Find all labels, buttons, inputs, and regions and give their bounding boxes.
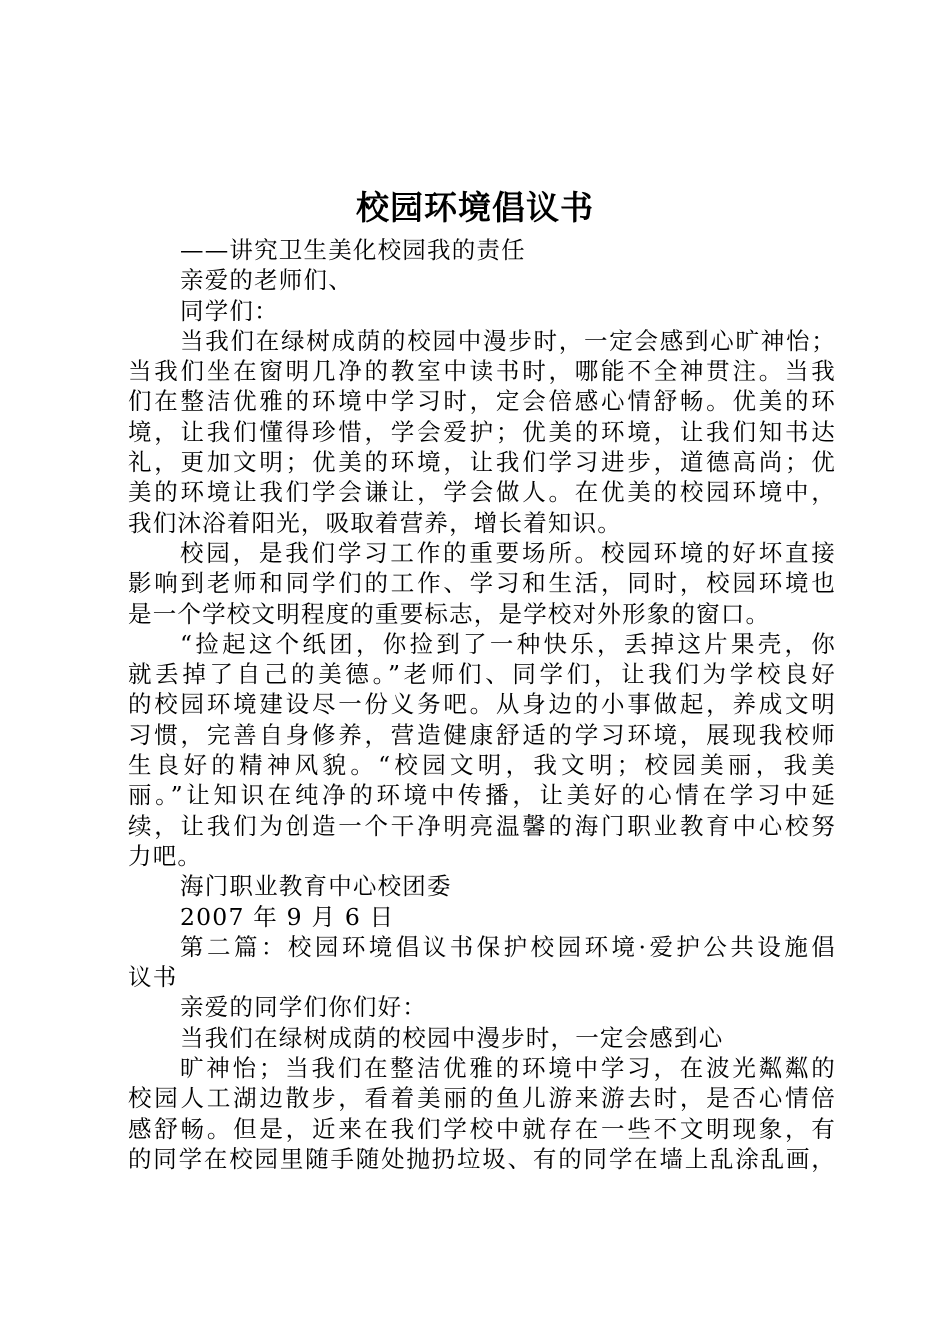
text-line: 们在整洁优雅的环境中学习时，定会倍感心情舒畅。优美的环	[128, 387, 836, 416]
text-line: 习惯，完善自身修养，营造健康舒适的学习环境，展现我校师	[128, 720, 836, 749]
text-line: 续，让我们为创造一个干净明亮温馨的海门职业教育中心校努	[128, 811, 836, 840]
text-line: 影响到老师和同学们的工作、学习和生活，同时，校园环境也	[128, 569, 836, 598]
text-line: 感舒畅。但是，近来在我们学校中就存在一些不文明现象，有	[128, 1114, 836, 1143]
text-line: 我们沐浴着阳光，吸取着营养，增长着知识。	[128, 508, 622, 537]
text-line: 亲爱的同学们你们好：	[180, 993, 427, 1022]
text-line: 就丢掉了自己的美德。”老师们、同学们，让我们为学校良好	[128, 660, 836, 689]
text-line: 同学们：	[180, 296, 279, 325]
text-line: 礼，更加文明；优美的环境，让我们学习进步，道德高尚；优	[128, 448, 836, 477]
text-line: 亲爱的老师们、	[180, 266, 353, 295]
document-body	[128, 235, 836, 1174]
text-line: 生良好的精神风貌。“校园文明，我文明；校园美丽，我美	[128, 751, 836, 780]
text-line: 美的环境让我们学会谦让，学会做人。在优美的校园环境中，	[128, 478, 836, 507]
text-line: 校园人工湖边散步，看着美丽的鱼儿游来游去时，是否心情倍	[128, 1084, 836, 1113]
text-line: 当我们在绿树成荫的校园中漫步时，一定会感到心旷神怡；	[180, 326, 836, 355]
text-line: 是一个学校文明程度的重要标志，是学校对外形象的窗口。	[128, 599, 771, 628]
text-line: 丽。”让知识在纯净的环境中传播，让美好的心情在学习中延	[128, 781, 836, 810]
text-line: 议书	[128, 963, 178, 992]
text-line: 当我们坐在窗明几净的教室中读书时，哪能不全神贯注。当我	[128, 357, 836, 386]
text-line: 力吧。	[128, 841, 203, 870]
text-line: 境，让我们懂得珍惜，学会爱护；优美的环境，让我们知书达	[128, 417, 836, 446]
text-line: 的校园环境建设尽一份义务吧。从身边的小事做起，养成文明	[128, 690, 836, 719]
text-line: 2007 年 9 月 6 日	[180, 902, 395, 931]
text-line: 的同学在校园里随手随处抛扔垃圾、有的同学在墙上乱涂乱画，	[128, 1144, 836, 1173]
text-line: ——讲究卫生美化校园我的责任	[180, 236, 526, 264]
text-line: 海门职业教育中心校团委	[180, 872, 452, 901]
document-title: 校园环境倡议书	[356, 188, 594, 227]
text-line: 校园，是我们学习工作的重要场所。校园环境的好坏直接	[180, 538, 836, 567]
text-line: 旷神怡；当我们在整洁优雅的环境中学习，在波光粼粼的	[180, 1054, 836, 1083]
text-line: 当我们在绿树成荫的校园中漫步时，一定会感到心	[180, 1023, 724, 1052]
text-line: “捡起这个纸团，你捡到了一种快乐，丢掉这片果壳，你	[180, 629, 836, 658]
text-line: 第二篇：校园环境倡议书保护校园环境·爱护公共设施倡	[180, 932, 836, 961]
